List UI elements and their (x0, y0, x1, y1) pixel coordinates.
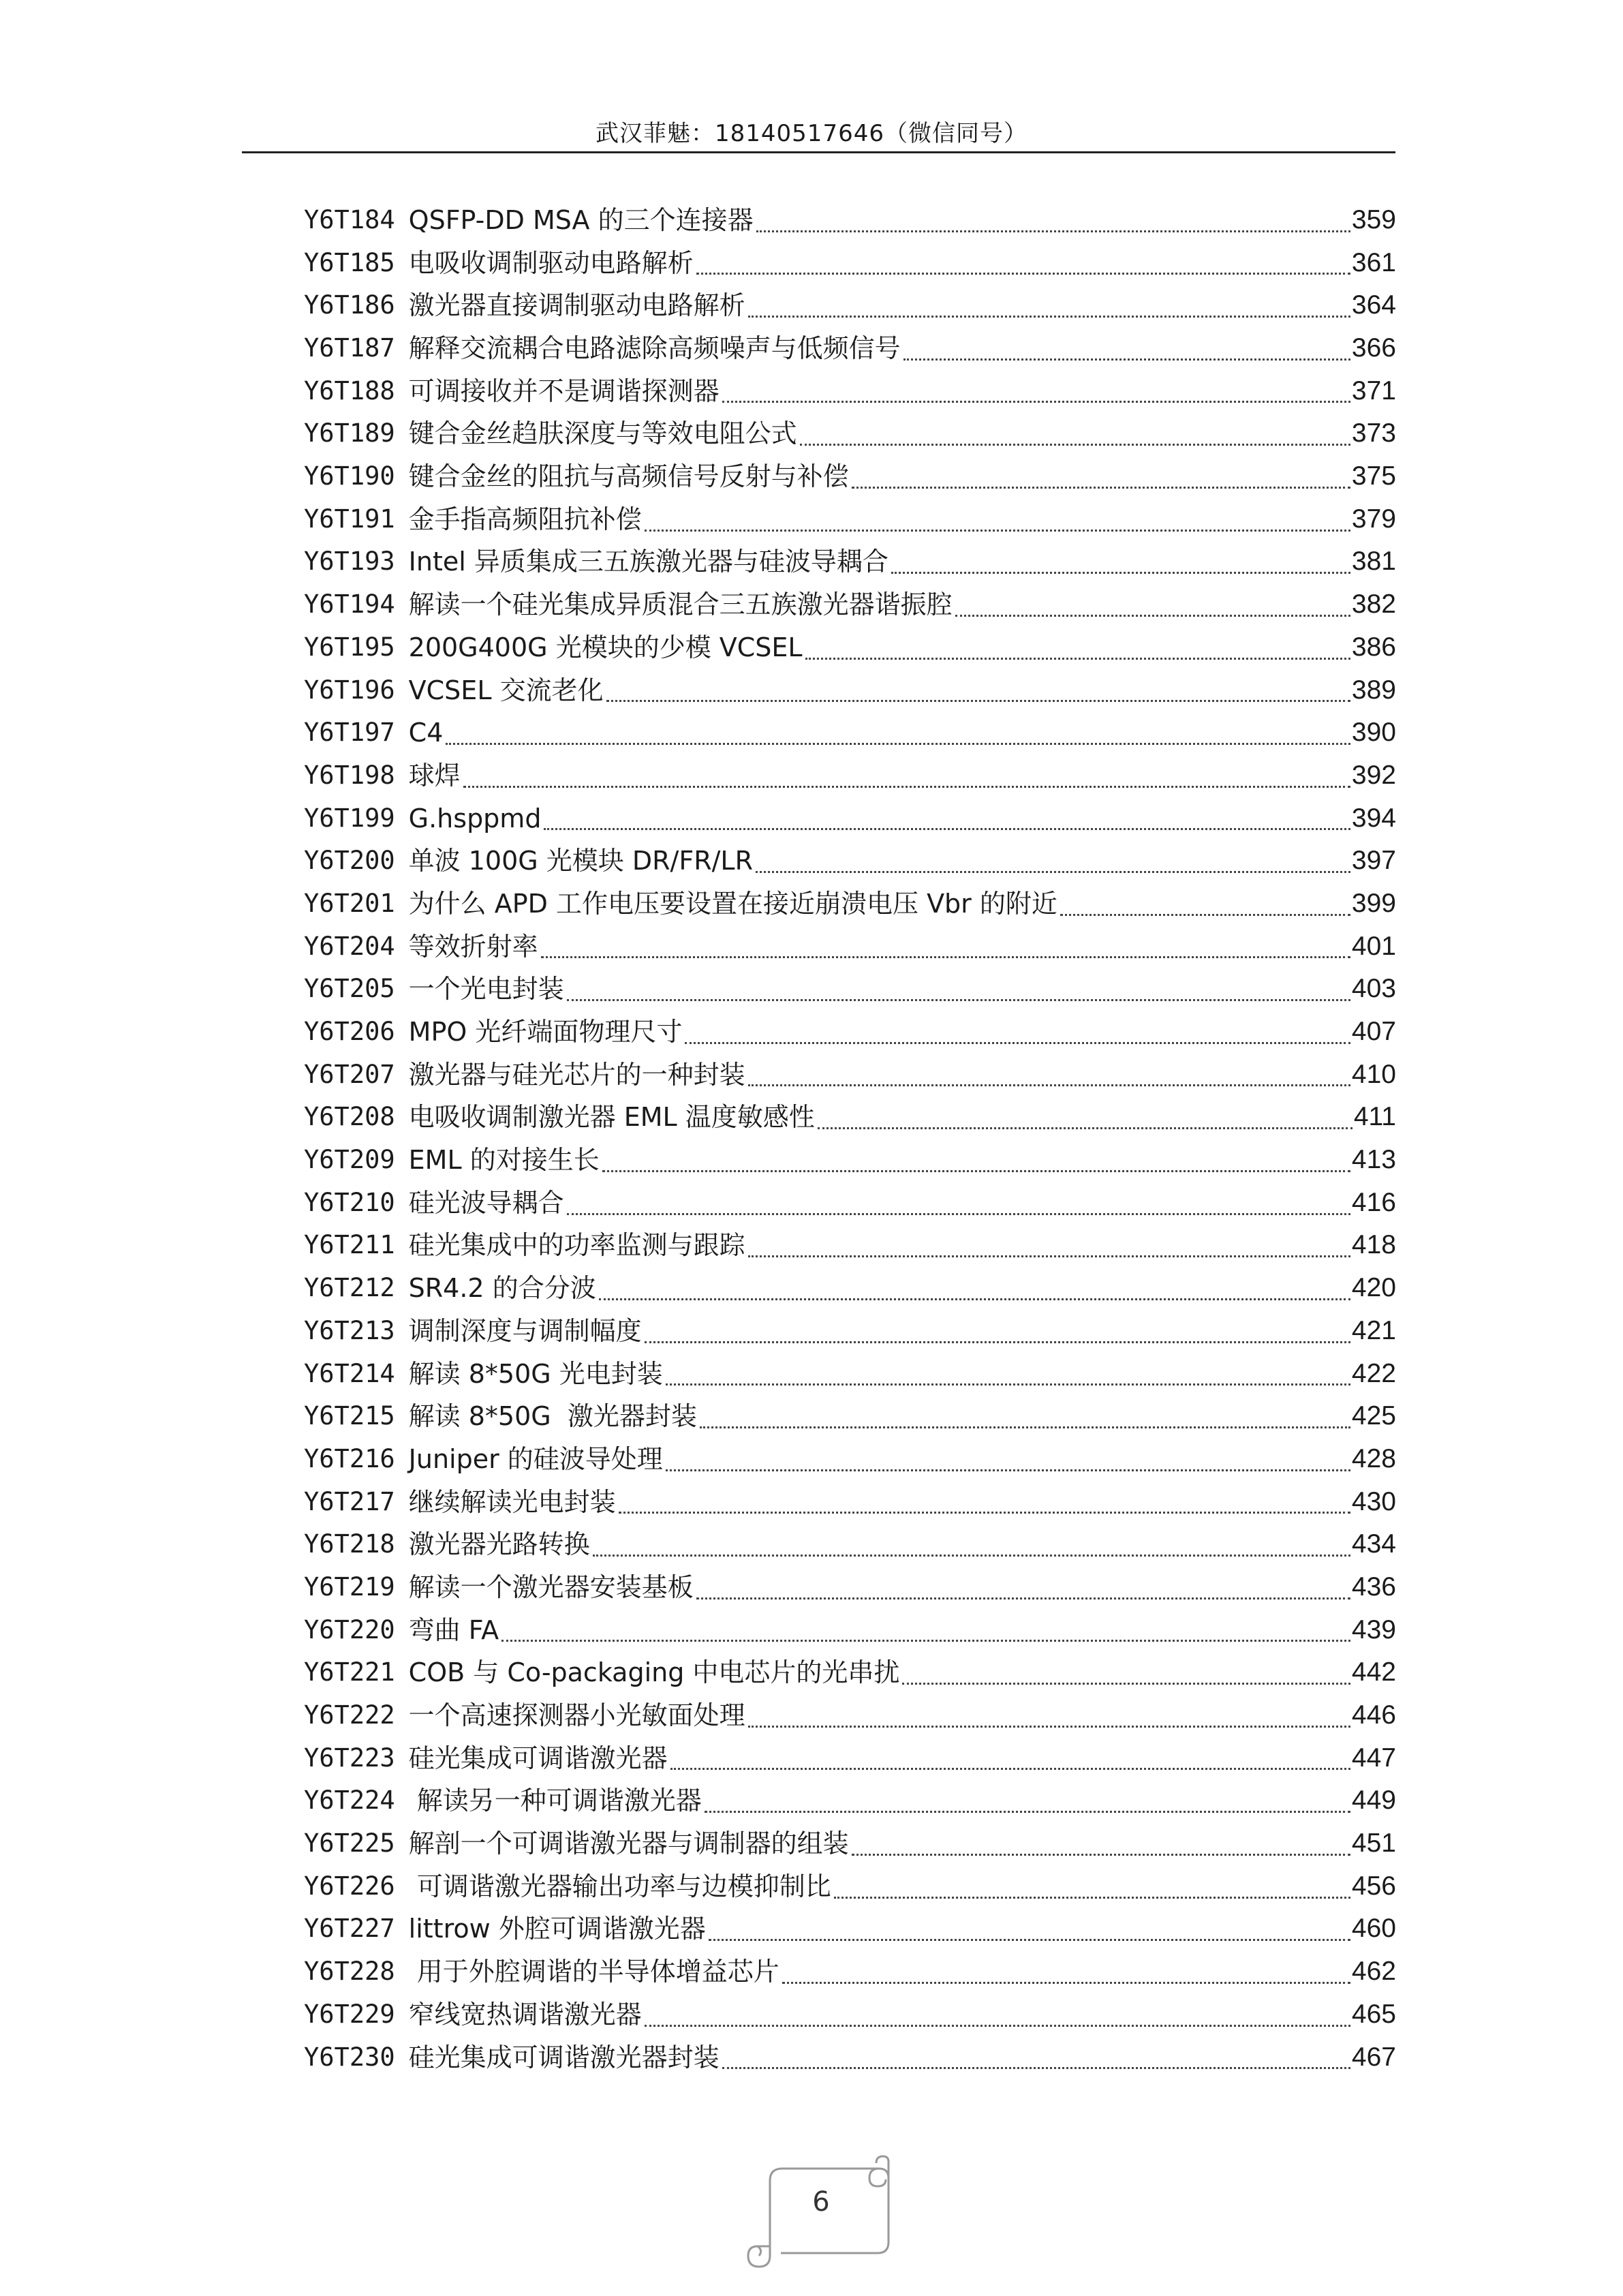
toc-dot-leader (748, 1084, 1350, 1086)
toc-entry-page: 420 (1351, 1273, 1396, 1303)
toc-dot-leader (567, 999, 1350, 1001)
toc-entry[interactable] (304, 626, 1396, 669)
toc-entry-page: 361 (1351, 247, 1396, 277)
toc-dot-leader (599, 1298, 1350, 1300)
toc-entry[interactable] (304, 1096, 1396, 1139)
toc-dot-leader (606, 700, 1350, 702)
toc-dot-leader (805, 658, 1350, 660)
toc-entry-title: MPO 光纤端面物理尺寸 (408, 1017, 683, 1047)
toc-entry[interactable] (304, 242, 1396, 285)
toc-entry[interactable] (304, 583, 1396, 626)
toc-entry-code: Y6T194 (304, 590, 395, 619)
toc-entry[interactable] (304, 669, 1396, 712)
toc-entry-code: Y6T223 (304, 1743, 395, 1773)
toc-entry-code: Y6T201 (304, 888, 395, 918)
toc-entry-title: 解剖一个可调谐激光器与调制器的组装 (408, 1828, 849, 1859)
toc-entry-page: 394 (1351, 803, 1396, 833)
toc-entry[interactable] (304, 541, 1396, 584)
toc-dot-leader (748, 1726, 1350, 1728)
toc-entry-code: Y6T224 (304, 1786, 395, 1816)
toc-entry[interactable] (304, 1523, 1396, 1566)
toc-entry[interactable] (304, 1865, 1396, 1908)
toc-entry-code: Y6T199 (304, 803, 395, 833)
toc-entry-title: 解读另一种可调谐激光器 (408, 1786, 702, 1816)
toc-dot-leader (709, 1939, 1350, 1941)
toc-entry[interactable] (304, 498, 1396, 541)
toc-entry-page: 439 (1351, 1614, 1396, 1644)
toc-entry[interactable] (304, 968, 1396, 1011)
toc-entry-title: 激光器与硅光芯片的一种封装 (408, 1059, 745, 1090)
toc-entry-title: 解读一个激光器安装基板 (408, 1572, 694, 1602)
toc-entry[interactable] (304, 1950, 1396, 1993)
toc-entry-code: Y6T206 (304, 1017, 395, 1047)
toc-entry[interactable] (304, 1694, 1396, 1737)
toc-entry[interactable] (304, 1481, 1396, 1524)
toc-entry-code: Y6T209 (304, 1145, 395, 1175)
toc-dot-leader (593, 1555, 1350, 1557)
toc-entry-page: 449 (1351, 1786, 1396, 1816)
toc-entry-title: 解读 8*50G 激光器封装 (408, 1401, 697, 1432)
toc-entry[interactable] (304, 883, 1396, 925)
toc-entry[interactable] (304, 284, 1396, 327)
toc-entry-page: 410 (1351, 1059, 1396, 1089)
toc-entry-page: 403 (1351, 974, 1396, 1004)
toc-entry-page: 425 (1351, 1401, 1396, 1431)
toc-entry-title: G.hsppmd (408, 803, 542, 833)
toc-entry-code: Y6T205 (304, 974, 395, 1004)
toc-entry-title: 金手指高频阻抗补偿 (408, 504, 642, 534)
toc-entry-code: Y6T198 (304, 760, 395, 790)
toc-entry[interactable] (304, 1651, 1396, 1694)
toc-entry-code: Y6T193 (304, 547, 395, 577)
toc-entry-code: Y6T207 (304, 1059, 395, 1089)
toc-entry-code: Y6T195 (304, 632, 395, 662)
toc-entry-code: Y6T226 (304, 1871, 395, 1901)
toc-entry-code: Y6T196 (304, 675, 395, 705)
toc-entry-code: Y6T210 (304, 1187, 395, 1217)
toc-entry-title: SR4.2 的合分波 (408, 1273, 596, 1304)
toc-entry[interactable] (304, 1182, 1396, 1225)
toc-entry-page: 390 (1351, 718, 1396, 748)
toc-dot-leader (902, 1683, 1350, 1685)
page-footer (743, 2154, 899, 2269)
toc-entry-page: 442 (1351, 1657, 1396, 1687)
toc-entry-code: Y6T216 (304, 1443, 395, 1473)
toc-dot-leader (544, 828, 1350, 830)
toc-dot-leader (670, 1768, 1350, 1770)
toc-entry-title: 可调谐激光器输出功率与边模抑制比 (408, 1871, 831, 1901)
toc-entry-page: 465 (1351, 1999, 1396, 2029)
toc-dot-leader (602, 1170, 1350, 1172)
toc-entry-page: 416 (1351, 1187, 1396, 1217)
toc-entry-page: 422 (1351, 1358, 1396, 1388)
toc-entry[interactable] (304, 1908, 1396, 1951)
toc-entry[interactable] (304, 1353, 1396, 1396)
toc-entry-code: Y6T186 (304, 290, 395, 320)
toc-dot-leader (696, 1597, 1350, 1599)
toc-entry-code: Y6T213 (304, 1315, 395, 1345)
toc-entry-code: Y6T227 (304, 1914, 395, 1944)
toc-entry[interactable] (304, 1566, 1396, 1609)
toc-dot-leader (696, 273, 1350, 275)
toc-entry-page: 366 (1351, 333, 1396, 363)
toc-entry-code: Y6T220 (304, 1614, 395, 1644)
toc-entry-page: 373 (1351, 418, 1396, 448)
toc-dot-leader (666, 1469, 1350, 1471)
toc-entry-title: C4 (408, 718, 444, 748)
toc-entry-page: 462 (1351, 1957, 1396, 1987)
toc-entry-title: 可调接收并不是调谐探测器 (408, 376, 720, 406)
toc-entry-code: Y6T189 (304, 418, 395, 448)
toc-dot-leader (852, 487, 1350, 489)
toc-dot-leader (818, 1127, 1352, 1129)
toc-entry[interactable] (304, 1737, 1396, 1780)
toc-entry[interactable] (304, 1609, 1396, 1652)
toc-entry-code: Y6T214 (304, 1358, 395, 1388)
toc-entry-title: 解读一个硅光集成异质混合三五族激光器谐振腔 (408, 590, 953, 620)
toc-entry-title: 用于外腔调谐的半导体增益芯片 (408, 1957, 779, 1987)
toc-dot-leader (748, 1255, 1350, 1257)
toc-entry[interactable] (304, 370, 1396, 413)
toc-entry-page: 381 (1351, 547, 1396, 577)
toc-dot-leader (446, 743, 1350, 745)
toc-entry[interactable] (304, 327, 1396, 370)
toc-entry-code: Y6T190 (304, 461, 395, 491)
toc-entry[interactable] (304, 199, 1396, 242)
toc-dot-leader (463, 786, 1350, 788)
toc-entry-page: 401 (1351, 931, 1396, 961)
toc-entry-title: COB 与 Co-packaging 中电芯片的光串扰 (408, 1657, 900, 1688)
toc-entry[interactable] (304, 1993, 1396, 2036)
toc-entry-code: Y6T187 (304, 333, 395, 363)
toc-entry-page: 389 (1351, 675, 1396, 705)
toc-entry[interactable] (304, 1395, 1396, 1438)
toc-dot-leader (748, 316, 1350, 318)
toc-dot-leader (891, 572, 1350, 574)
toc-entry-title: Juniper 的硅波导处理 (408, 1443, 663, 1474)
toc-entry-title: 解释交流耦合电路滤除高频噪声与低频信号 (408, 333, 901, 364)
toc-entry[interactable] (304, 797, 1396, 840)
toc-entry[interactable] (304, 840, 1396, 883)
toc-entry-code: Y6T230 (304, 2042, 395, 2072)
toc-entry-page: 371 (1351, 376, 1396, 405)
toc-entry-code: Y6T185 (304, 247, 395, 277)
toc-entry-code: Y6T191 (304, 504, 395, 534)
toc-entry-code: Y6T212 (304, 1273, 395, 1303)
toc-dot-leader (666, 1383, 1350, 1386)
toc-entry-code: Y6T204 (304, 931, 395, 961)
toc-entry[interactable] (304, 1011, 1396, 1054)
toc-entry-page: 456 (1351, 1871, 1396, 1901)
toc-entry-page: 364 (1351, 290, 1396, 320)
toc-entry-page: 382 (1351, 590, 1396, 619)
toc-entry-title: VCSEL 交流老化 (408, 675, 604, 705)
toc-entry[interactable] (304, 1779, 1396, 1822)
toc-entry-page: 421 (1351, 1315, 1396, 1345)
toc-dot-leader (645, 2025, 1350, 2027)
toc-entry-code: Y6T200 (304, 846, 395, 876)
toc-entry-title: 硅光集成可调谐激光器封装 (408, 2042, 720, 2072)
toc-entry[interactable] (304, 1225, 1396, 1268)
toc-entry-code: Y6T229 (304, 1999, 395, 2029)
toc-dot-leader (756, 230, 1350, 232)
toc-dot-leader (619, 1512, 1350, 1514)
toc-entry-page: 386 (1351, 632, 1396, 662)
toc-entry-code: Y6T218 (304, 1529, 395, 1559)
toc-entry-code: Y6T188 (304, 376, 395, 405)
toc-entry[interactable] (304, 925, 1396, 968)
toc-entry-page: 451 (1351, 1828, 1396, 1858)
toc-dot-leader (722, 2067, 1350, 2069)
toc-entry-page: 407 (1351, 1017, 1396, 1047)
toc-entry-title: Intel 异质集成三五族激光器与硅波导耦合 (408, 547, 888, 577)
table-of-contents (304, 199, 1396, 2079)
toc-entry-page: 392 (1351, 760, 1396, 790)
toc-dot-leader (501, 1640, 1350, 1642)
toc-entry-code: Y6T228 (304, 1957, 395, 1987)
toc-entry-code: Y6T225 (304, 1828, 395, 1858)
toc-entry-code: Y6T219 (304, 1572, 395, 1602)
toc-entry[interactable] (304, 455, 1396, 498)
toc-entry-title: 激光器光路转换 (408, 1529, 590, 1560)
toc-dot-leader (756, 871, 1350, 873)
toc-entry-title: 电吸收调制驱动电路解析 (408, 247, 694, 278)
toc-entry[interactable] (304, 412, 1396, 455)
toc-entry-title: 继续解读光电封装 (408, 1486, 616, 1517)
toc-entry-title: 200G400G 光模块的少模 VCSEL (408, 632, 803, 662)
toc-entry[interactable] (304, 711, 1396, 754)
toc-entry-title: 电吸收调制激光器 EML 温度敏感性 (408, 1102, 815, 1133)
toc-entry-page: 447 (1351, 1743, 1396, 1773)
toc-dot-leader (645, 1341, 1350, 1343)
toc-dot-leader (852, 1854, 1350, 1856)
toc-entry-title: EML 的对接生长 (408, 1145, 600, 1176)
toc-entry-title: 硅光波导耦合 (408, 1187, 564, 1218)
toc-entry[interactable] (304, 1054, 1396, 1097)
toc-entry-title: 键合金丝趋肤深度与等效电阻公式 (408, 418, 797, 449)
toc-entry-title: 单波 100G 光模块 DR/FR/LR (408, 846, 753, 876)
toc-entry-page: 379 (1351, 504, 1396, 534)
toc-dot-leader (645, 530, 1350, 532)
page-number: 6 (812, 2186, 830, 2218)
toc-entry-title: 解读 8*50G 光电封装 (408, 1358, 663, 1389)
toc-entry[interactable] (304, 1822, 1396, 1865)
toc-entry-title: 弯曲 FA (408, 1614, 499, 1645)
toc-entry-page: 428 (1351, 1443, 1396, 1473)
toc-entry-title: 为什么 APD 工作电压要设置在接近崩溃电压 Vbr 的附近 (408, 888, 1057, 919)
toc-dot-leader (722, 401, 1350, 403)
toc-entry-page: 446 (1351, 1700, 1396, 1730)
toc-entry-page: 399 (1351, 888, 1396, 918)
toc-entry-code: Y6T197 (304, 718, 395, 748)
toc-entry-title: 调制深度与调制幅度 (408, 1315, 642, 1346)
toc-entry-title: QSFP-DD MSA 的三个连接器 (408, 204, 754, 235)
toc-entry-page: 397 (1351, 846, 1396, 876)
toc-entry-page: 436 (1351, 1572, 1396, 1602)
toc-dot-leader (800, 444, 1350, 446)
toc-entry-page: 418 (1351, 1230, 1396, 1260)
toc-entry[interactable] (304, 754, 1396, 797)
toc-entry-title: 一个光电封装 (408, 974, 564, 1005)
toc-entry[interactable] (304, 2036, 1396, 2079)
toc-entry-title: 硅光集成中的功率监测与跟踪 (408, 1230, 745, 1261)
toc-entry-title: 一个高速探测器小光敏面处理 (408, 1700, 745, 1731)
toc-entry-code: Y6T184 (304, 204, 395, 234)
toc-entry-code: Y6T215 (304, 1401, 395, 1431)
toc-entry[interactable] (304, 1438, 1396, 1481)
toc-entry[interactable] (304, 1139, 1396, 1182)
toc-entry-title: 窄线宽热调谐激光器 (408, 1999, 642, 2030)
toc-entry-page: 359 (1351, 204, 1396, 234)
toc-entry-code: Y6T222 (304, 1700, 395, 1730)
toc-dot-leader (955, 615, 1350, 617)
toc-entry-title: 激光器直接调制驱动电路解析 (408, 290, 745, 321)
toc-entry-page: 375 (1351, 461, 1396, 491)
toc-entry-title: 硅光集成可调谐激光器 (408, 1743, 668, 1773)
toc-entry-title: littrow 外腔可调谐激光器 (408, 1914, 706, 1944)
toc-entry-code: Y6T221 (304, 1657, 395, 1687)
toc-dot-leader (685, 1042, 1350, 1044)
toc-entry-code: Y6T217 (304, 1486, 395, 1516)
toc-dot-leader (705, 1811, 1350, 1813)
toc-dot-leader (567, 1213, 1350, 1215)
toc-entry[interactable] (304, 1310, 1396, 1353)
toc-dot-leader (834, 1897, 1350, 1899)
page-header: 武汉菲魅：18140517646（微信同号） (596, 120, 1027, 147)
toc-entry-page: 434 (1351, 1529, 1396, 1559)
toc-entry-title: 球焊 (408, 760, 461, 791)
toc-entry-title: 键合金丝的阻抗与高频信号反射与补偿 (408, 461, 849, 492)
toc-entry-code: Y6T208 (304, 1102, 395, 1132)
toc-entry-code: Y6T211 (304, 1230, 395, 1260)
toc-entry-page: 467 (1351, 2042, 1396, 2072)
toc-dot-leader (782, 1982, 1350, 1984)
toc-dot-leader (903, 358, 1350, 361)
toc-entry[interactable] (304, 1267, 1396, 1310)
toc-entry-title: 等效折射率 (408, 931, 538, 962)
toc-dot-leader (541, 956, 1350, 958)
toc-entry-page: 413 (1351, 1145, 1396, 1175)
toc-entry-page: 460 (1351, 1914, 1396, 1944)
header-divider (242, 151, 1395, 153)
toc-dot-leader (1060, 914, 1350, 916)
toc-entry-page: 430 (1351, 1486, 1396, 1516)
toc-entry-page: 411 (1353, 1102, 1396, 1132)
toc-dot-leader (700, 1426, 1350, 1428)
